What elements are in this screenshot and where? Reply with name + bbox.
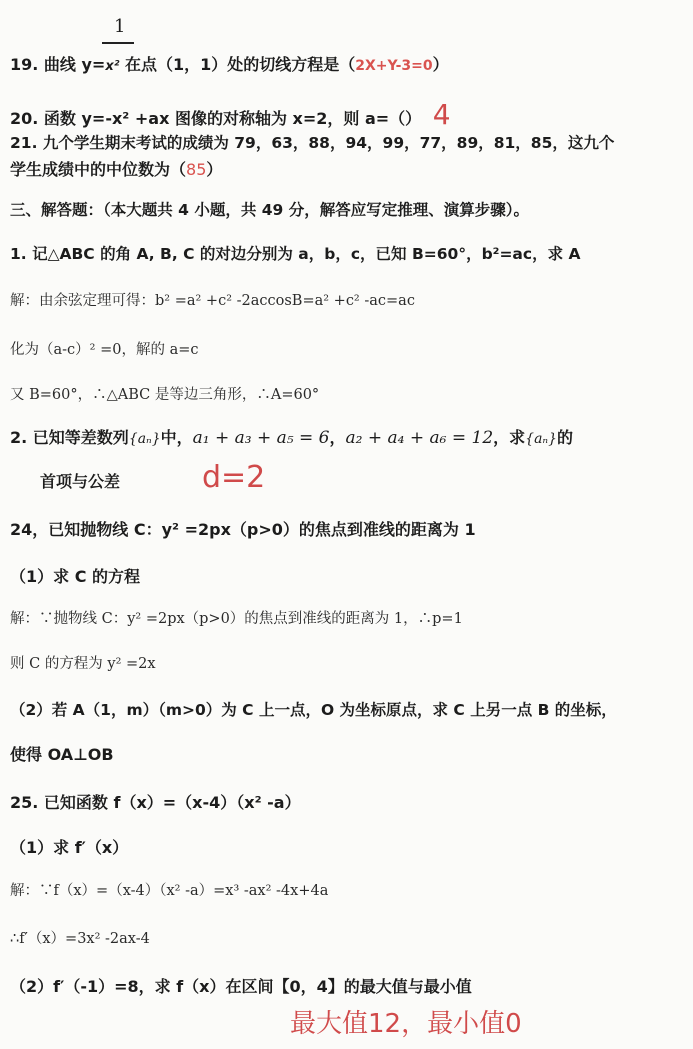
- problem-2-line1: 2. 已知等差数列{aₙ}中，a₁ + a₃ + a₅ = 6，a₂ + a₄ + a₆ = 12，求{aₙ}的: [10, 428, 574, 448]
- fraction-numerator: 1: [114, 16, 126, 37]
- equation-2: a₂ + a₄ + a₆ = 12: [345, 428, 494, 448]
- question-25-part1: （1）求 f′（x）: [10, 838, 129, 857]
- question-20: 20. 函数 y=-x² +ax 图像的对称轴为 x=2，则 a=（） 4: [10, 98, 451, 131]
- problem-2-line2: 首项与公差: [40, 472, 121, 491]
- problem-1-solution-2: 化为（a-c）² =0，解的 a=c: [10, 342, 199, 358]
- fraction-bar: [102, 42, 134, 44]
- fraction-denominator: x²: [105, 59, 120, 74]
- question-24-part1: （1）求 C 的方程: [10, 567, 141, 586]
- equation-1: a₁ + a₃ + a₅ = 6: [192, 428, 330, 448]
- question-21-line1: 21. 九个学生期末考试的成绩为 79，63，88，94，99，77，89，81，85，这九个: [10, 134, 615, 152]
- question-24-title: 24，已知抛物线 C：y² =2px（p>0）的焦点到准线的距离为 1: [10, 520, 476, 539]
- question-25-part2: （2）f′（-1）=8，求 f（x）在区间【0，4】的最大值与最小值: [10, 977, 472, 996]
- question-25-solution-2: ∴f′（x）=3x² -2ax-4: [10, 931, 150, 947]
- answer-21: 85: [186, 160, 207, 179]
- question-25-title: 25. 已知函数 f（x）=（x-4）（x² -a）: [10, 793, 301, 812]
- question-24-part2-line2: 使得 OA⊥OB: [10, 745, 114, 764]
- question-25-solution-1: 解：∵f（x）=（x-4）（x² -a）=x³ -ax² -4x+4a: [10, 883, 329, 899]
- problem-1-solution-1: 解：由余弦定理可得：b² =a² +c² -2accosB=a² +c² -ac=ac: [10, 293, 415, 309]
- handwritten-answer-p2: d=2: [202, 460, 266, 495]
- question-21-line2: 学生成绩中的中位数为（85）: [10, 160, 223, 179]
- question-24-part2-line1: （2）若 A（1，m）（m>0）为 C 上一点，O 为坐标原点，求 C 上另一点 B 的坐标，: [10, 701, 617, 719]
- answer-19: 2X+Y-3=0: [355, 58, 433, 74]
- question-19-text: 19. 曲线 y=x² 在点（1，1）处的切线方程是（2X+Y-3=0）: [10, 55, 449, 74]
- problem-1-question: 1. 记△ABC 的角 A, B, C 的对边分别为 a，b，c，已知 B=60°，b²=ac，求 A: [10, 245, 581, 263]
- question-24-solution-2: 则 C 的方程为 y² =2x: [10, 656, 156, 672]
- handwritten-answer-20: 4: [432, 98, 451, 131]
- handwritten-answer-25: 最大值12，最小值0: [290, 1009, 522, 1039]
- problem-1-solution-3: 又 B=60°，∴△ABC 是等边三角形，∴A=60°: [10, 387, 320, 403]
- section-3-title: 三、解答题：（本大题共 4 小题，共 49 分，解答应写定推理、演算步骤）。: [10, 201, 529, 219]
- question-24-solution-1: 解：∵抛物线 C：y² =2px（p>0）的焦点到准线的距离为 1，∴p=1: [10, 611, 463, 627]
